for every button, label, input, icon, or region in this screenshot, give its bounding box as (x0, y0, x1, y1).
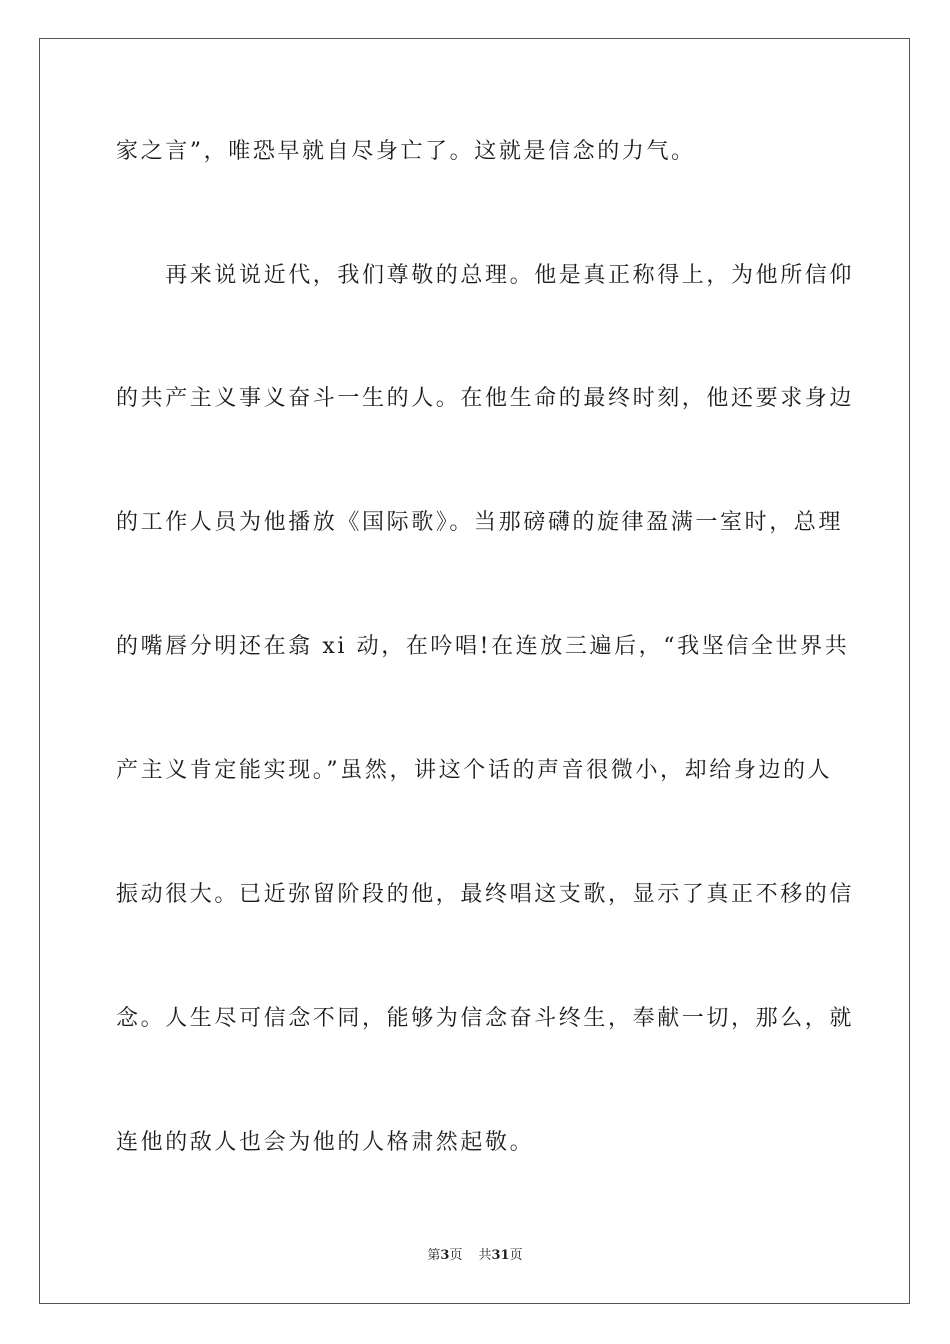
page-border (39, 38, 910, 1304)
text-line: 连他的敌人也会为他的人格肃然起敬。 (116, 1130, 535, 1155)
total-suffix: 页 (509, 1248, 523, 1263)
page-suffix: 页 (449, 1248, 463, 1263)
total-prefix: 共 (478, 1248, 492, 1263)
page-footer (0, 1247, 950, 1265)
text-line: 产主义肯定能实现。”虽然，讲这个话的声音很微小，却给身边的人 (116, 758, 833, 783)
text-line: 再来说说近代，我们尊敬的总理。他是真正称得上，为他所信仰 (116, 263, 855, 288)
text-line: 的嘴唇分明还在翕 xi 动，在吟唱!在连放三遍后，“我坚信全世界共 (116, 634, 850, 659)
text-line: 的工作人员为他播放《国际歌》。当那磅礴的旋律盈满一室时，总理 (116, 510, 844, 535)
page-total: 31 (491, 1248, 510, 1263)
text-line: 家之言”，唯恐早就自尽身亡了。这就是信念的力气。 (116, 139, 696, 164)
page-prefix: 第 (427, 1248, 441, 1263)
text-line: 的共产主义事义奋斗一生的人。在他生命的最终时刻，他还要求身边 (116, 386, 855, 411)
text-line: 振动很大。已近弥留阶段的他，最终唱这支歌，显示了真正不移的信 (116, 882, 855, 907)
text-line: 念。人生尽可信念不同，能够为信念奋斗终生，奉献一切，那么，就 (116, 1006, 855, 1031)
page-current: 3 (440, 1248, 450, 1263)
